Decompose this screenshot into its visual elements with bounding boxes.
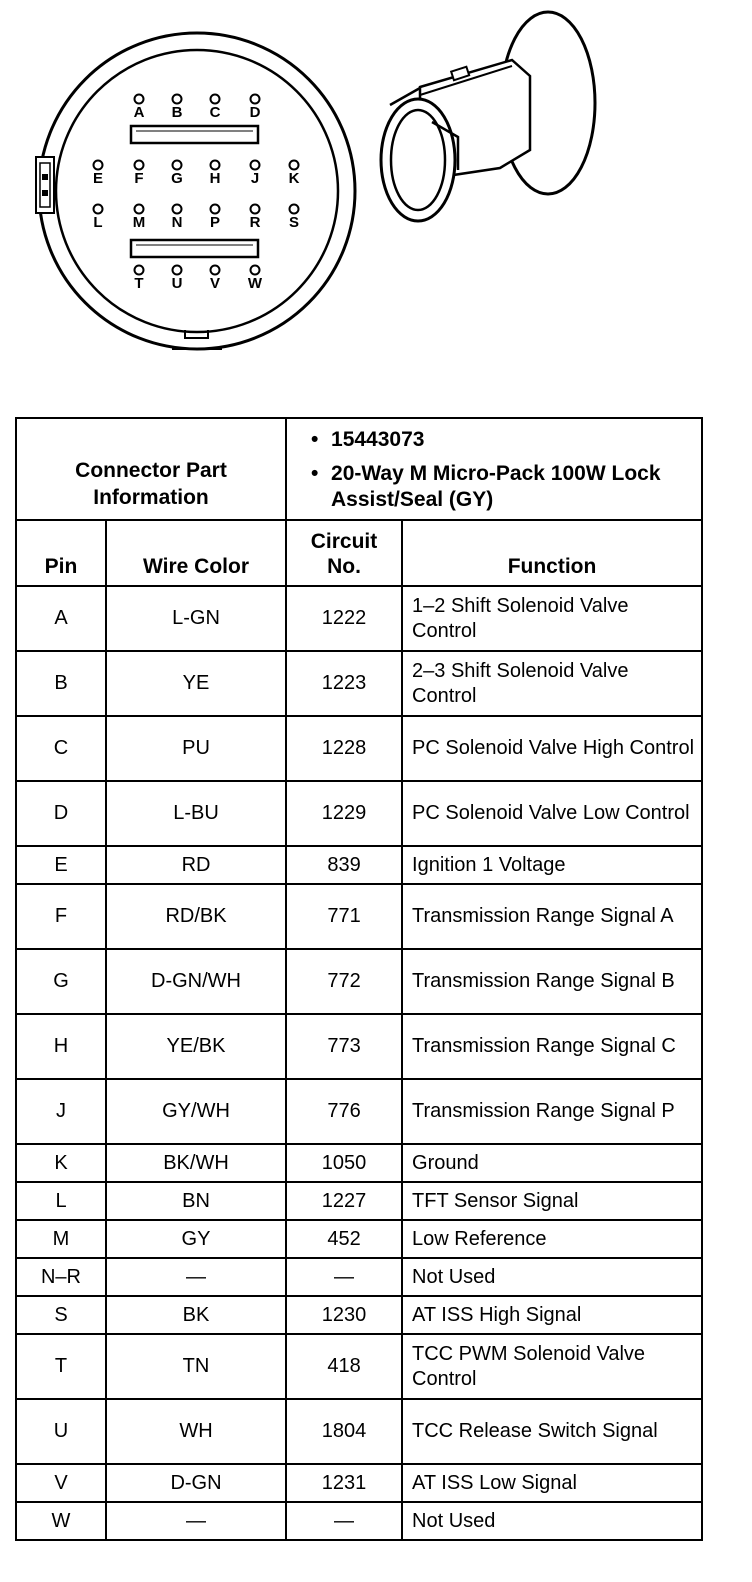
wire-color-cell: D-GN bbox=[106, 1464, 286, 1502]
pin-cavity-m bbox=[135, 205, 144, 214]
pin-cavity-e bbox=[94, 161, 103, 170]
pin-cavity-g bbox=[173, 161, 182, 170]
function-cell: Low Reference bbox=[402, 1220, 702, 1258]
pin-cavity-b bbox=[173, 95, 182, 104]
table-row bbox=[16, 1144, 702, 1182]
wire-color-cell: L-BU bbox=[106, 781, 286, 846]
pin-cavity-r bbox=[251, 205, 260, 214]
pinout-table bbox=[15, 417, 703, 1541]
wire-color-cell: GY bbox=[106, 1220, 286, 1258]
table-row bbox=[16, 716, 702, 781]
circuit-cell: 773 bbox=[286, 1014, 402, 1079]
pin-cell: V bbox=[16, 1464, 106, 1502]
pin-cell: W bbox=[16, 1502, 106, 1540]
pin-label-m: M bbox=[132, 214, 146, 231]
function-cell: PC Solenoid Valve High Control bbox=[402, 716, 702, 781]
table-row bbox=[16, 1296, 702, 1334]
pin-label-k: K bbox=[288, 170, 300, 187]
table-title-row bbox=[16, 418, 702, 520]
pin-label-d: D bbox=[249, 104, 261, 121]
table-row bbox=[16, 1220, 702, 1258]
wire-color-cell: RD/BK bbox=[106, 884, 286, 949]
connector-diagram bbox=[0, 0, 752, 400]
pin-cell: K bbox=[16, 1144, 106, 1182]
pin-label-g: G bbox=[171, 170, 183, 187]
pin-label-f: F bbox=[134, 170, 144, 187]
function-column-header: Function bbox=[402, 520, 702, 586]
function-cell: Not Used bbox=[402, 1502, 702, 1540]
connector-body-sketch bbox=[381, 12, 595, 221]
table-row bbox=[16, 1502, 702, 1540]
pin-label-h: H bbox=[209, 170, 221, 187]
function-cell: Transmission Range Signal C bbox=[402, 1014, 702, 1079]
table-row bbox=[16, 781, 702, 846]
circuit-cell: 1223 bbox=[286, 651, 402, 716]
pin-cavity-h bbox=[211, 161, 220, 170]
function-cell: Transmission Range Signal B bbox=[402, 949, 702, 1014]
pin-label-r: R bbox=[249, 214, 261, 231]
function-cell: Transmission Range Signal A bbox=[402, 884, 702, 949]
circuit-cell: 1231 bbox=[286, 1464, 402, 1502]
lock-bar-lower bbox=[131, 240, 258, 257]
table-row bbox=[16, 884, 702, 949]
pin-label-s: S bbox=[288, 214, 300, 231]
pin-label-j: J bbox=[250, 170, 260, 187]
function-cell: AT ISS High Signal bbox=[402, 1296, 702, 1334]
wire-color-cell: YE bbox=[106, 651, 286, 716]
pin-cavity-v bbox=[211, 266, 220, 275]
pin-cell: J bbox=[16, 1079, 106, 1144]
wire-color-cell: YE/BK bbox=[106, 1014, 286, 1079]
function-cell: 2–3 Shift Solenoid Valve Control bbox=[402, 651, 702, 716]
function-cell: Transmission Range Signal P bbox=[402, 1079, 702, 1144]
circuit-cell: 1229 bbox=[286, 781, 402, 846]
function-cell: Ground bbox=[402, 1144, 702, 1182]
table-row bbox=[16, 1014, 702, 1079]
pin-cell: G bbox=[16, 949, 106, 1014]
circuit-cell: 1227 bbox=[286, 1182, 402, 1220]
circuit-cell: 771 bbox=[286, 884, 402, 949]
pin-label-u: U bbox=[171, 275, 183, 292]
pin-cavity-l bbox=[94, 205, 103, 214]
wire-color-cell: BN bbox=[106, 1182, 286, 1220]
wire-color-cell: D-GN/WH bbox=[106, 949, 286, 1014]
function-cell: 1–2 Shift Solenoid Valve Control bbox=[402, 586, 702, 651]
pin-cell: M bbox=[16, 1220, 106, 1258]
pin-cavity-a bbox=[135, 95, 144, 104]
pin-label-n: N bbox=[171, 214, 183, 231]
circuit-cell: 776 bbox=[286, 1079, 402, 1144]
pin-label-a: A bbox=[133, 104, 145, 121]
circuit-cell: — bbox=[286, 1258, 402, 1296]
pin-label-w: W bbox=[247, 275, 263, 292]
pin-cavity-u bbox=[173, 266, 182, 275]
pin-cavity-j bbox=[251, 161, 260, 170]
table-row bbox=[16, 1399, 702, 1464]
wire-color-cell: BK bbox=[106, 1296, 286, 1334]
pin-cavity-s bbox=[290, 205, 299, 214]
pin-cell: D bbox=[16, 781, 106, 846]
lock-bar-upper bbox=[131, 126, 258, 143]
circuit-cell: 418 bbox=[286, 1334, 402, 1399]
wire-color-cell: GY/WH bbox=[106, 1079, 286, 1144]
table-row bbox=[16, 846, 702, 884]
pin-cavity-n bbox=[173, 205, 182, 214]
circuit-cell: 1230 bbox=[286, 1296, 402, 1334]
pin-cavity-d bbox=[251, 95, 260, 104]
pin-cell: B bbox=[16, 651, 106, 716]
circuit-cell: 1804 bbox=[286, 1399, 402, 1464]
function-cell: Not Used bbox=[402, 1258, 702, 1296]
pin-cell: H bbox=[16, 1014, 106, 1079]
connector-part-info-label: Connector Part Information bbox=[16, 418, 286, 520]
pin-cell: S bbox=[16, 1296, 106, 1334]
table-row bbox=[16, 1334, 702, 1399]
table-row bbox=[16, 586, 702, 651]
table-row bbox=[16, 949, 702, 1014]
wire-color-cell: L-GN bbox=[106, 586, 286, 651]
pin-label-e: E bbox=[92, 170, 104, 187]
wire-color-cell: BK/WH bbox=[106, 1144, 286, 1182]
circuit-cell: 1222 bbox=[286, 586, 402, 651]
pin-label-p: P bbox=[209, 214, 221, 231]
function-cell: TCC PWM Solenoid Valve Control bbox=[402, 1334, 702, 1399]
table-row bbox=[16, 651, 702, 716]
pin-cell: U bbox=[16, 1399, 106, 1464]
pin-label-l: L bbox=[93, 214, 103, 231]
pin-cavity-p bbox=[211, 205, 220, 214]
pin-cell: T bbox=[16, 1334, 106, 1399]
circuit-cell: 772 bbox=[286, 949, 402, 1014]
pin-label-t: T bbox=[134, 275, 144, 292]
pin-cell: F bbox=[16, 884, 106, 949]
circuit-cell: 1050 bbox=[286, 1144, 402, 1182]
pin-cell: L bbox=[16, 1182, 106, 1220]
wire-color-cell: RD bbox=[106, 846, 286, 884]
function-cell: Ignition 1 Voltage bbox=[402, 846, 702, 884]
wire-color-cell: PU bbox=[106, 716, 286, 781]
circuit-cell: — bbox=[286, 1502, 402, 1540]
circuit-cell: 452 bbox=[286, 1220, 402, 1258]
pin-cell: C bbox=[16, 716, 106, 781]
part-details bbox=[286, 418, 702, 520]
wire-color-cell: — bbox=[106, 1258, 286, 1296]
wire-color-cell: — bbox=[106, 1502, 286, 1540]
pin-column-header: Pin bbox=[16, 520, 106, 586]
function-cell: AT ISS Low Signal bbox=[402, 1464, 702, 1502]
pin-cell: E bbox=[16, 846, 106, 884]
pin-cell: N–R bbox=[16, 1258, 106, 1296]
pin-cavity-f bbox=[135, 161, 144, 170]
pin-cavity-c bbox=[211, 95, 220, 104]
side-latch bbox=[36, 157, 54, 213]
pin-label-b: B bbox=[171, 104, 183, 121]
circuit-column-header: Circuit No. bbox=[286, 520, 402, 586]
pin-cavity-t bbox=[135, 266, 144, 275]
table-row bbox=[16, 1464, 702, 1502]
pin-cell: A bbox=[16, 586, 106, 651]
wire-color-cell: TN bbox=[106, 1334, 286, 1399]
wire-color-column-header: Wire Color bbox=[106, 520, 286, 586]
column-header-row bbox=[16, 520, 702, 586]
part-number: • 15443073 bbox=[311, 427, 695, 453]
pin-label-c: C bbox=[209, 104, 221, 121]
pin-cavity-k bbox=[290, 161, 299, 170]
pin-cavity-w bbox=[251, 266, 260, 275]
table-row bbox=[16, 1182, 702, 1220]
part-description: • 20-Way M Micro-Pack 100W Lock Assist/Seal (GY) bbox=[311, 461, 695, 513]
table-row bbox=[16, 1258, 702, 1296]
connector-face bbox=[36, 33, 355, 349]
table-row bbox=[16, 1079, 702, 1144]
pin-label-v: V bbox=[209, 275, 221, 292]
wire-color-cell: WH bbox=[106, 1399, 286, 1464]
function-cell: TCC Release Switch Signal bbox=[402, 1399, 702, 1464]
function-cell: PC Solenoid Valve Low Control bbox=[402, 781, 702, 846]
circuit-cell: 839 bbox=[286, 846, 402, 884]
function-cell: TFT Sensor Signal bbox=[402, 1182, 702, 1220]
circuit-cell: 1228 bbox=[286, 716, 402, 781]
